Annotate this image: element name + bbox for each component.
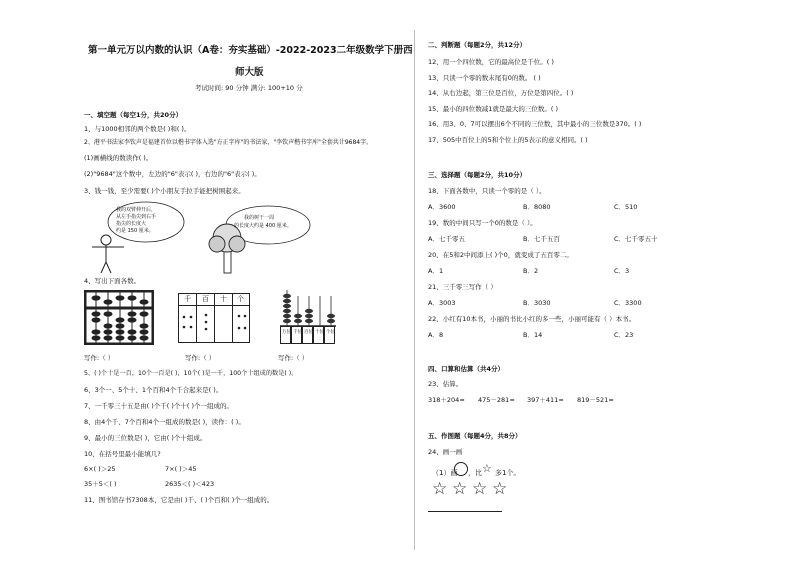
judge-17: 17、505中百位上的5和个位上的5表示的意义相同。( ): [428, 136, 588, 144]
choice-20-a: A．1: [428, 267, 444, 275]
choice-18-b: B．8080: [523, 203, 551, 211]
choice-21-c: C．3300: [614, 299, 642, 307]
judge-15: 15、最小的四位数减1就是最大的三位数。( ): [428, 105, 559, 113]
choice-19: 19、数的中间只写一个0的数是（ ）。: [428, 219, 537, 227]
counting-frame-labels: 万位 千位 百位 十位 个位: [280, 326, 338, 344]
page-title-line1: 第一单元万以内数的认识（A卷：夯实基础）-2022-2023二年级数学下册西: [88, 45, 413, 56]
choice-18: 18、下面各数中，只读一个零的是（ ）。: [428, 187, 546, 195]
judge-16: 16、用3、0、7可以摆出6个不同的三位数，其中最小的三位数是370。( ): [428, 120, 642, 128]
column-divider: [414, 30, 415, 550]
question-11: 11、图书馆存书7308本，它是由( )千、( )个百和( )个一组成的。: [84, 496, 274, 504]
judge-13: 13、只读一个零的数末尾有0的数。 ( ): [428, 74, 541, 82]
choice-21: 21、三千零三写作（ ）: [428, 283, 497, 291]
question-7: 7、一千零三十五是由( )个千( )个十( )个一组成的。: [84, 402, 234, 410]
place-header-tens: 十: [215, 294, 233, 306]
question-2c: (2)"9684"这个数中，左边的"6"表示( )，右边的"6"表示( )。: [84, 170, 261, 178]
question-23: 23、估算。: [428, 380, 463, 388]
question-24: 24、画一画: [428, 448, 463, 456]
choice-22: 22、小红有10本书，小丽的书比小红的多一些，小丽可能有（ ）本书。: [428, 315, 636, 323]
choice-22-a: A．8: [428, 331, 444, 339]
choice-21-a: A．3003: [428, 299, 456, 307]
q24-text-a: （1）画: [432, 469, 458, 477]
section3-heading: 三、选择题（每题2分，共10分）: [428, 171, 527, 179]
write-label-3: 写作:（ ）: [278, 354, 309, 362]
page-title-line2: 师大版: [235, 67, 264, 78]
choice-18-c: C．510: [614, 203, 638, 211]
section1-heading: 一、填空题（每空1分，共20分）: [84, 111, 183, 119]
choice-21-b: B．3030: [523, 299, 551, 307]
abacus-1: [84, 290, 154, 345]
question-1: 1、与1000相邻的两个数是( )和( )。: [84, 125, 191, 133]
star-icon-4: ☆: [492, 479, 508, 499]
estimate-item-2: 475－281≈: [478, 396, 515, 404]
choice-19-b: B．七千五百: [523, 235, 560, 243]
choice-22-c: C．23: [614, 331, 634, 339]
q10-item-2: 7×( )＞45: [165, 465, 197, 473]
q10-item-1: 6×( )＞25: [84, 465, 116, 473]
choice-20-b: B．2: [523, 267, 539, 275]
bubble-boy-line2: 从左手指尖到右手: [116, 214, 157, 220]
estimate-item-3: 397＋411≈: [527, 396, 564, 404]
question-5: 5、( )个十是一百，10个一百是( )，10个( )是一千，100个十组成的数是( )。: [84, 370, 298, 377]
question-2b: (1)画横线的数读作( )。: [84, 154, 153, 162]
star-icon-reference: ☆: [482, 462, 492, 475]
place-header-hundreds: 百: [197, 294, 215, 306]
choice-18-a: A．3600: [428, 203, 456, 211]
q10-item-4: 2635＜( )＜423: [165, 480, 215, 488]
estimate-item-1: 318＋204≈: [428, 396, 465, 404]
estimate-item-4: 819－521≈: [577, 396, 614, 404]
tree-icon: [209, 224, 245, 273]
choice-19-c: C．七千零五十: [614, 235, 658, 243]
question-4: 4、写出下面各数。: [84, 277, 141, 285]
question-2a: 2、港平书法家李钦声是福建首位以楷书字体入选"方正字库"的书法家，"李钦声楷书字库"全套共计9684字。: [84, 139, 373, 146]
circle-icon: [454, 462, 468, 476]
place-value-chart: [178, 293, 250, 343]
place-header-ones: 个: [233, 294, 249, 306]
section5-heading: 五、作图题（每题4分，共8分）: [428, 432, 522, 440]
section2-heading: 二、判断题（每题2分，共12分）: [428, 41, 527, 49]
choice-20-c: C．3: [614, 267, 630, 275]
choice-22-b: B．14: [523, 331, 543, 339]
place-value-dots: [179, 306, 249, 342]
bubble-boy-line3: 指尖的长度大: [116, 221, 147, 227]
choice-20: 20、在5和2中间添上( )个0，就变成了五百零二。: [428, 251, 573, 259]
choice-19-a: A．七千零五: [428, 235, 465, 243]
q24-text-b: ，比: [468, 469, 482, 477]
star-icon-3: ☆: [472, 479, 488, 499]
q10-item-3: 35＋5＜( ): [84, 480, 117, 488]
section4-heading: 四、口算和估算（共4分）: [428, 365, 505, 373]
question-10: 10、在括号里最小能填几?: [84, 450, 161, 458]
q24-text-c: 多1个。: [495, 469, 521, 477]
write-label-1: 写作:（ ）: [84, 354, 115, 362]
bubble-boy-line1: 我的双臂伸开后，: [116, 207, 157, 213]
question-9: 9、最小的三位数是( )，它由( )个十组成。: [84, 434, 207, 442]
star-icon-1: ☆: [432, 479, 448, 499]
judge-12: 12、用一个四位数，它的最高位是千位。( ): [428, 58, 554, 66]
bubble-tree-line1: 我的树干一周: [244, 215, 275, 221]
question-6: 6、3个一、5个十、1个百和4个千合起来是( )。: [84, 386, 223, 394]
question-3: 3、钱一钱，至少需要( )个小朋友手拉手能把树围起来。: [84, 187, 245, 195]
judge-14: 14、从右边起，第三位是百位，万位是第四位。( ): [428, 89, 574, 97]
exam-info: 考试时间: 90 分钟 满分: 100+10 分: [195, 84, 303, 92]
write-label-2: 写作:（ ）: [185, 354, 216, 362]
star-icon-2: ☆: [452, 479, 468, 499]
boy-icon: [92, 235, 124, 273]
bubble-tree-line2: 的长度大约是 400 厘米。: [234, 223, 292, 229]
answer-line: [428, 511, 502, 512]
question-8: 8、由4个千、7个百和4个一组成的数是( )，读作：( )。: [84, 418, 245, 426]
bubble-boy-line4: 约是 150 厘米。: [116, 228, 154, 234]
place-header-thousands: 千: [179, 294, 197, 306]
